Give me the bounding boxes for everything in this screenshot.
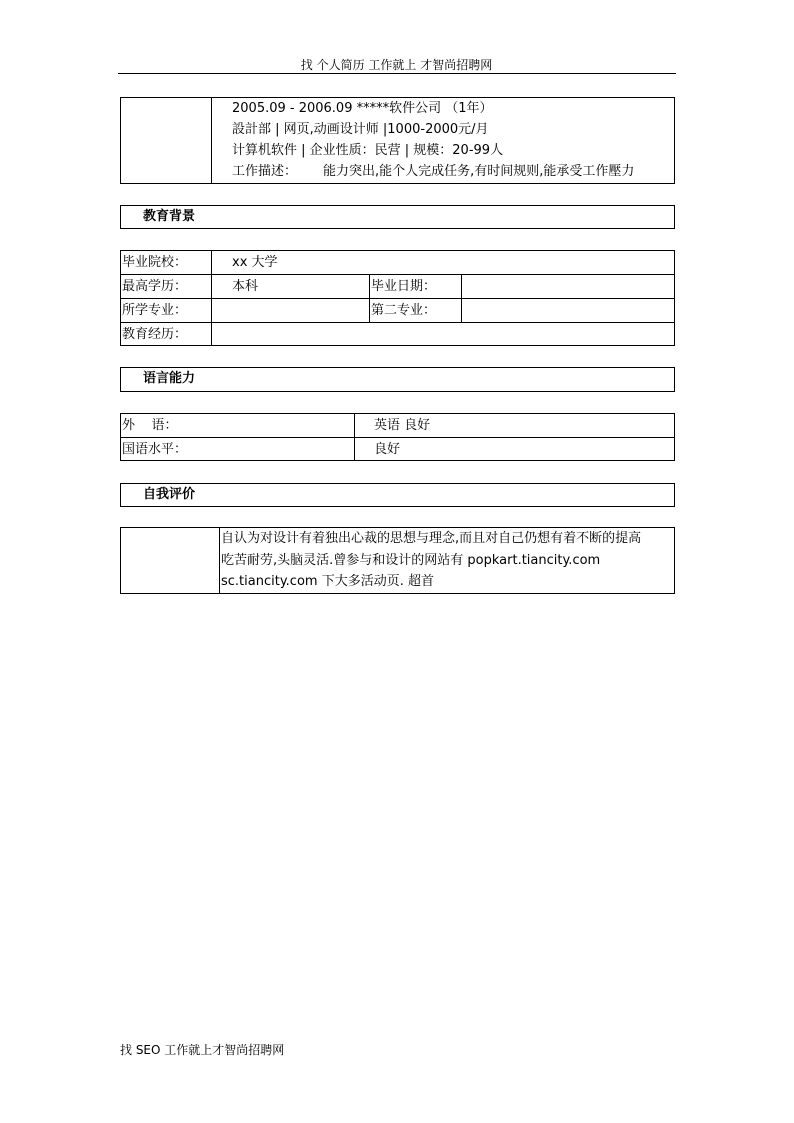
major-label: 所学专业： — [122, 303, 188, 318]
foreign-language-value: 英语 良好 — [374, 418, 431, 433]
education-section-title: 教育背景 — [143, 209, 196, 224]
work-description-label: 工作描述： — [232, 164, 298, 179]
work-table-divider — [211, 98, 212, 183]
language-table — [120, 413, 675, 461]
work-period-company: 2005.09 - 2006.09 *****软件公司 （1年） — [232, 101, 493, 116]
school-value: xx 大学 — [232, 255, 278, 270]
work-experience-table — [120, 97, 675, 184]
language-column-divider — [354, 414, 355, 460]
self-evaluation-line-1: 自认为对设计有着独出心裁的思想与理念,而且对自己仍想有着不断的提高 — [221, 531, 642, 546]
education-column-divider — [211, 251, 212, 345]
education-column-divider — [461, 274, 462, 322]
education-table — [120, 250, 675, 346]
self-evaluation-table — [120, 527, 675, 594]
self-evaluation-line-2: 吃苦耐劳,头脑灵活.曾参与和设计的网站有 popkart.tiancity.com — [221, 553, 601, 568]
page-header-title: 找 个人简历 工作就上 才智尚招聘网 — [300, 58, 493, 72]
foreign-language-label: 外 语： — [122, 418, 178, 433]
self-evaluation-section-header — [120, 483, 675, 507]
education-column-divider — [369, 274, 370, 322]
degree-label: 最高学历： — [122, 279, 188, 294]
work-industry-type-size: 计算机软件 | 企业性质：民营 | 规模：20-99人 — [232, 143, 504, 158]
work-description-text: 能力突出,能个人完成任务,有时间规则,能承受工作壓力 — [323, 164, 635, 179]
header-divider — [118, 73, 676, 74]
language-section-header — [120, 367, 675, 392]
language-row-divider — [121, 437, 674, 438]
page-footer-text: 找 SEO 工作就上才智尚招聘网 — [120, 1043, 285, 1057]
self-evaluation-column-divider — [219, 528, 220, 593]
mandarin-level-label: 国语水平： — [122, 442, 188, 457]
school-label: 毕业院校： — [122, 255, 188, 270]
self-evaluation-line-3: sc.tiancity.com 下大多活动页. 超首 — [221, 574, 434, 589]
graduation-date-label: 毕业日期： — [371, 279, 437, 294]
degree-value: 本科 — [232, 279, 259, 294]
self-evaluation-section-title: 自我评价 — [143, 487, 196, 502]
education-row-divider — [121, 274, 674, 275]
language-section-title: 语言能力 — [143, 371, 196, 386]
education-row-divider — [121, 298, 674, 299]
education-history-label: 教育经历： — [122, 327, 188, 342]
education-section-header — [120, 205, 675, 229]
work-department-position-salary: 設計部 | 网页,动画设计师 |1000-2000元/月 — [232, 122, 489, 137]
mandarin-level-value: 良好 — [374, 442, 401, 457]
second-major-label: 第二专业： — [371, 303, 437, 318]
education-row-divider — [121, 322, 674, 323]
